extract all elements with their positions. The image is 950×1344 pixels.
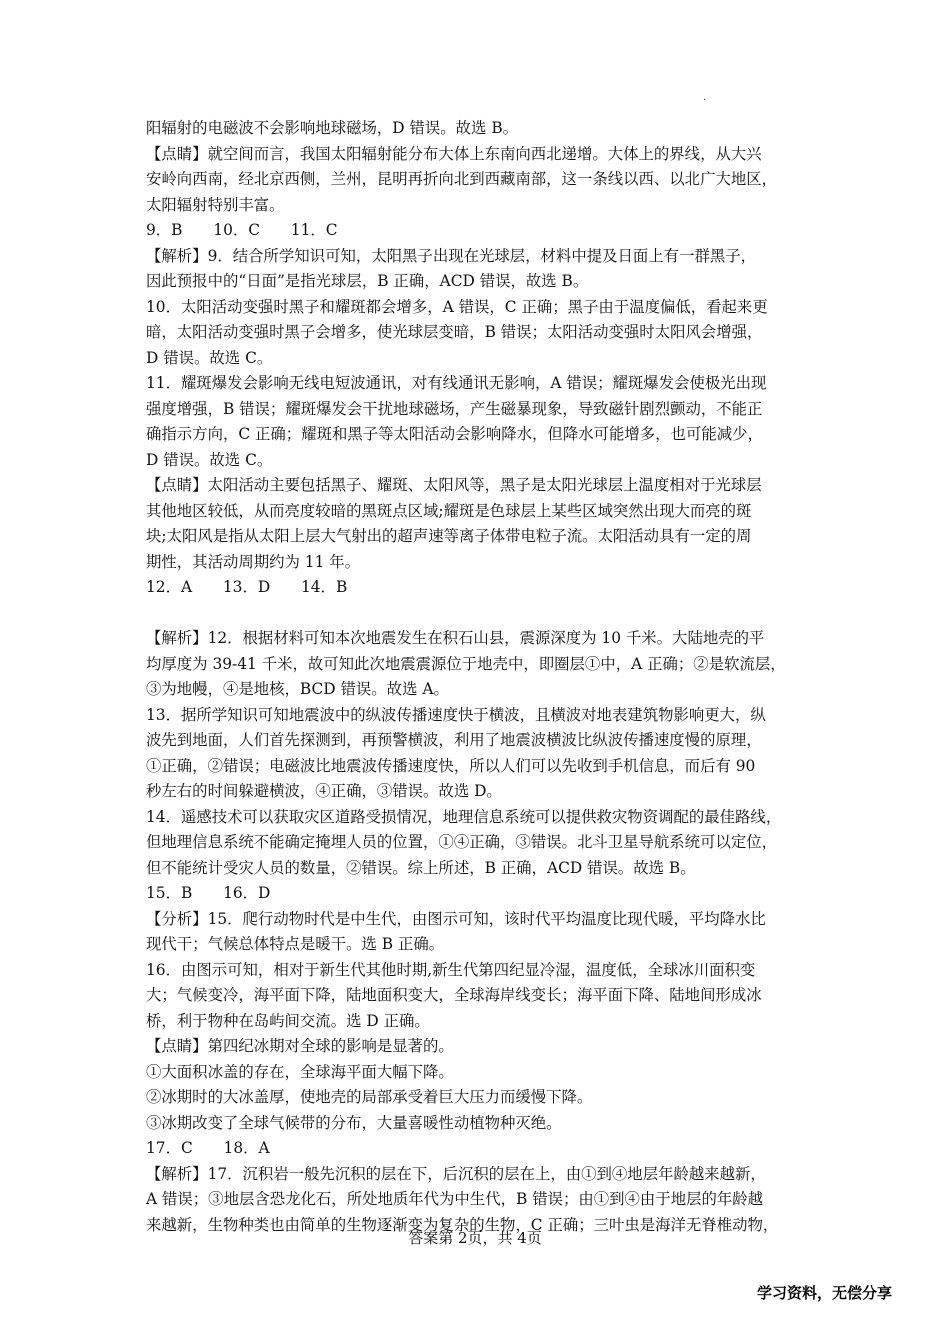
text-line: 14．遥感技术可以获取灾区道路受损情况，地理信息系统可以提供救灾物资调配的最佳路线， <box>146 807 782 826</box>
answer-line: 17．C 18．A <box>146 1139 270 1157</box>
blank-line <box>146 601 810 627</box>
text-line: ③冰期改变了全球气候带的分布，大量喜暖性动植物种灭绝。 <box>146 1113 562 1132</box>
text-line: 但地理信息系统不能确定掩埋人员的位置，①④正确，③错误。北斗卫星导航系统可以定位， <box>146 833 778 851</box>
text-line: 均厚度为 39-41 千米，故可知此次地震震源位于地壳中，即圈层①中，A 正确；②是软流层， <box>146 654 786 673</box>
watermark-text: 学习资料，无偿分享 <box>756 1284 892 1302</box>
text-line: 10．太阳活动变强时黑子和耀斑都会增多，A 错误，C 正确；黑子由于温度偏低，看起来更 <box>146 297 768 316</box>
text-line: 【点睛】太阳活动主要包括黑子、耀斑、太阳风等，黑子是太阳光球层上温度相对于光球层 <box>146 476 762 494</box>
text-line: 11．耀斑爆发会影响无线电短波通讯，对有线通讯无影响，A 错误；耀斑爆发会使极光出现 <box>146 374 767 392</box>
answer-line: 12．A 13．D 14．B <box>146 578 348 596</box>
text-line: 【解析】9．结合所学知识可知，太阳黑子出现在光球层，材料中提及日面上有一群黑子， <box>146 246 757 265</box>
text-line: 【点睛】第四纪冰期对全球的影响是显著的。 <box>146 1037 454 1055</box>
text-line: 安岭向西南，经北京西侧，兰州，昆明再折向北到西藏南部，这一条线以西、以北广大地区， <box>146 170 778 188</box>
text-line: A 错误；③地层含恐龙化石，所处地质年代为中生代，B 错误；由①到④由于地层的年龄越 <box>146 1190 764 1208</box>
text-line: 因此预报中的“日面”是指光球层，B 正确，ACD 错误，故选 B。 <box>146 272 589 290</box>
text-line: 大；气候变冷，海平面下降，陆地面积变大，全球海岸线变长；海平面下降、陆地间形成冰 <box>146 986 762 1004</box>
text-line: ②冰期时的大冰盖厚，使地壳的局部承受着巨大压力而缓慢下降。 <box>146 1088 593 1106</box>
text-line: 期性，其活动周期约为 11 年。 <box>146 552 361 571</box>
text-line: ③为地幔，④是地核，BCD 错误。故选 A。 <box>146 680 449 698</box>
text-line: ①大面积冰盖的存在，全球海平面大幅下降。 <box>146 1062 454 1081</box>
text-line: 波先到地面，人们首先探测到，再预警横波，利用了地震波横波比纵波传播速度慢的原理， <box>146 731 762 749</box>
text-line: 16．由图示可知，相对于新生代其他时期,新生代第四纪显冷湿，温度低，全球冰川面积变 <box>146 960 756 979</box>
text-line: 【点睛】就空间而言，我国太阳辐射能分布大体上东南向西北递增。大体上的界线，从大兴 <box>146 144 762 163</box>
text-line: 现代干；气候总体特点是暖干。选 B 正确。 <box>146 935 445 953</box>
text-line: 来越新，生物种类也由简单的生物逐渐变为复杂的生物，C 正确；三叶虫是海洋无脊椎动物， <box>146 1215 779 1234</box>
answer-line: 15．B 16．D <box>146 884 271 902</box>
text-line: 13．据所学知识可知地震波中的纵波传播速度快于横波，且横波对地表建筑物影响更大，纵 <box>146 705 766 724</box>
page-footer: 答案第 2页，共 4页 <box>408 1229 542 1247</box>
text-line: 【分析】15．爬行动物时代是中生代，由图示可知，该时代平均温度比现代暖，平均降水比 <box>146 909 766 928</box>
text-line: 其他地区较低，从而亮度较暗的黑斑点区域;耀斑是色球层上某些区域突然出现大而亮的斑 <box>146 501 752 520</box>
text-line: D 错误。故选 C。 <box>146 348 273 367</box>
text-line: 太阳辐射特别丰富。 <box>146 195 285 214</box>
text-line: 确指示方向，C 正确；耀斑和黑子等太阳活动会影响降水，但降水可能增多，也可能减少， <box>146 425 763 443</box>
text-line: 暗，太阳活动变强时黑子会增多，使光球层变暗，B 错误；太阳活动变强时太阳风会增强， <box>146 323 763 341</box>
text-line: 阳辐射的电磁波不会影响地球磁场，D 错误。故选 B。 <box>146 119 519 137</box>
text-line: ①正确，②错误；电磁波比地震波传播速度快，所以人们可以先收到手机信息，而后有 90 <box>146 756 756 775</box>
text-line: 【解析】17．沉积岩一般先沉积的层在下，后沉积的层在上，由①到④地层年龄越来越新， <box>146 1164 766 1183</box>
text-line: 强度增强，B 错误；耀斑爆发会干扰地球磁场，产生磁暴现象，导致磁针剧烈颤动，不能正 <box>146 399 763 418</box>
text-line: 秒左右的时间躲避横波，④正确，③错误。故选 D。 <box>146 782 502 800</box>
document-body <box>146 116 810 1238</box>
text-line: 但不能统计受灾人员的数量，②错误。综上所述，B 正确，ACD 错误。故选 B。 <box>146 858 696 877</box>
answer-line: 9．B 10．C 11．C <box>146 221 338 239</box>
text-line: D 错误。故选 C。 <box>146 450 273 469</box>
page-dot: · <box>703 95 707 106</box>
text-line: 【解析】12．根据材料可知本次地震发生在积石山县，震源深度为 10 千米。大陆地壳的平 <box>146 629 765 647</box>
text-line: 桥，利于物种在岛屿间交流。选 D 正确。 <box>146 1011 430 1030</box>
text-line: 块;太阳风是指从太阳上层大气射出的超声速等离子体带电粒子流。太阳活动具有一定的周 <box>146 527 752 545</box>
